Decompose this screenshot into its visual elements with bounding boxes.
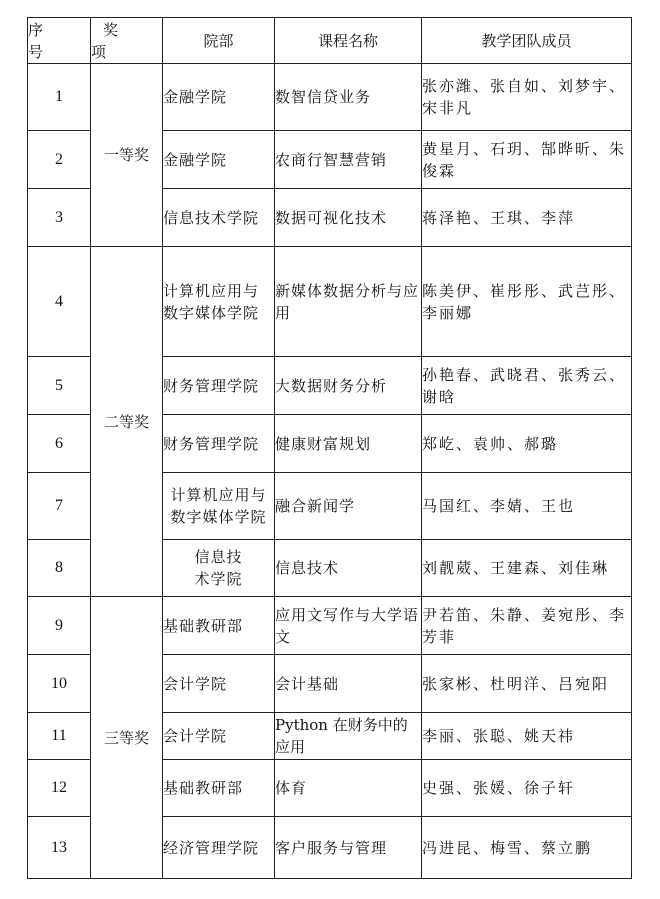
team-cell: 李丽、张聪、姚天祎 bbox=[422, 713, 632, 760]
header-college: 院部 bbox=[163, 18, 275, 64]
team-cell: 马国红、李婧、王也 bbox=[422, 473, 632, 540]
team-cell: 尹若笛、朱静、姜宛彤、李芳菲 bbox=[422, 597, 632, 655]
course-cell: 健康财富规划 bbox=[275, 415, 422, 473]
table-row bbox=[28, 247, 632, 357]
team-cell: 刘靓葳、王建森、刘佳琳 bbox=[422, 540, 632, 597]
team-cell: 冯进昆、梅雪、蔡立鹏 bbox=[422, 817, 632, 879]
header-team: 教学团队成员 bbox=[422, 18, 632, 64]
college-cell: 基础教研部 bbox=[163, 597, 275, 655]
college-cell: 计算机应用与数字媒体学院 bbox=[163, 473, 275, 540]
college-cell: 经济管理学院 bbox=[163, 817, 275, 879]
team-cell: 郑屹、袁帅、郝璐 bbox=[422, 415, 632, 473]
header-serial: 序 号 bbox=[28, 18, 91, 64]
college-cell: 计算机应用与数字媒体学院 bbox=[163, 247, 275, 357]
row-number: 9 bbox=[28, 597, 91, 655]
award-table bbox=[27, 17, 632, 879]
course-cell: 大数据财务分析 bbox=[275, 357, 422, 415]
row-number: 12 bbox=[28, 760, 91, 817]
award-first: 一等奖 bbox=[91, 64, 163, 247]
course-cell: 会计基础 bbox=[275, 655, 422, 713]
college-cell: 会计学院 bbox=[163, 655, 275, 713]
award-second: 二等奖 bbox=[91, 247, 163, 597]
row-number: 10 bbox=[28, 655, 91, 713]
course-cell: 数据可视化技术 bbox=[275, 189, 422, 247]
row-number: 8 bbox=[28, 540, 91, 597]
row-number: 1 bbox=[28, 64, 91, 131]
row-number: 7 bbox=[28, 473, 91, 540]
course-cell: 客户服务与管理 bbox=[275, 817, 422, 879]
college-cell: 财务管理学院 bbox=[163, 415, 275, 473]
team-cell: 蒋泽艳、王琪、李萍 bbox=[422, 189, 632, 247]
row-number: 11 bbox=[28, 713, 91, 760]
row-number: 3 bbox=[28, 189, 91, 247]
row-number: 6 bbox=[28, 415, 91, 473]
table-row bbox=[28, 64, 632, 131]
row-number: 5 bbox=[28, 357, 91, 415]
award-third: 三等奖 bbox=[91, 597, 163, 879]
header-award: 奖 项 bbox=[91, 18, 163, 64]
course-cell: 农商行智慧营销 bbox=[275, 131, 422, 189]
course-cell: 体育 bbox=[275, 760, 422, 817]
college-cell: 财务管理学院 bbox=[163, 357, 275, 415]
team-cell: 史强、张媛、徐子轩 bbox=[422, 760, 632, 817]
course-cell: 应用文写作与大学语文 bbox=[275, 597, 422, 655]
college-cell: 基础教研部 bbox=[163, 760, 275, 817]
course-cell: 融合新闻学 bbox=[275, 473, 422, 540]
college-cell: 信息技术学院 bbox=[163, 540, 275, 597]
course-cell: 数智信贷业务 bbox=[275, 64, 422, 131]
college-cell: 信息技术学院 bbox=[163, 189, 275, 247]
team-cell: 张亦潍、张自如、刘梦宇、宋非凡 bbox=[422, 64, 632, 131]
row-number: 13 bbox=[28, 817, 91, 879]
team-cell: 孙艳春、武晓君、张秀云、谢晗 bbox=[422, 357, 632, 415]
college-cell: 金融学院 bbox=[163, 131, 275, 189]
header-row bbox=[28, 18, 632, 64]
row-number: 4 bbox=[28, 247, 91, 357]
team-cell: 陈美伊、崔彤彤、武芑彤、李丽娜 bbox=[422, 247, 632, 357]
course-cell: 信息技术 bbox=[275, 540, 422, 597]
team-cell: 张家彬、杜明洋、吕宛阳 bbox=[422, 655, 632, 713]
college-cell: 金融学院 bbox=[163, 64, 275, 131]
course-cell: 新媒体数据分析与应用 bbox=[275, 247, 422, 357]
table-row bbox=[28, 597, 632, 655]
college-cell: 会计学院 bbox=[163, 713, 275, 760]
team-cell: 黄星月、石玥、郜晔昕、朱俊霖 bbox=[422, 131, 632, 189]
header-course: 课程名称 bbox=[275, 18, 422, 64]
course-cell: Python 在财务中的应用 bbox=[275, 713, 422, 760]
row-number: 2 bbox=[28, 131, 91, 189]
